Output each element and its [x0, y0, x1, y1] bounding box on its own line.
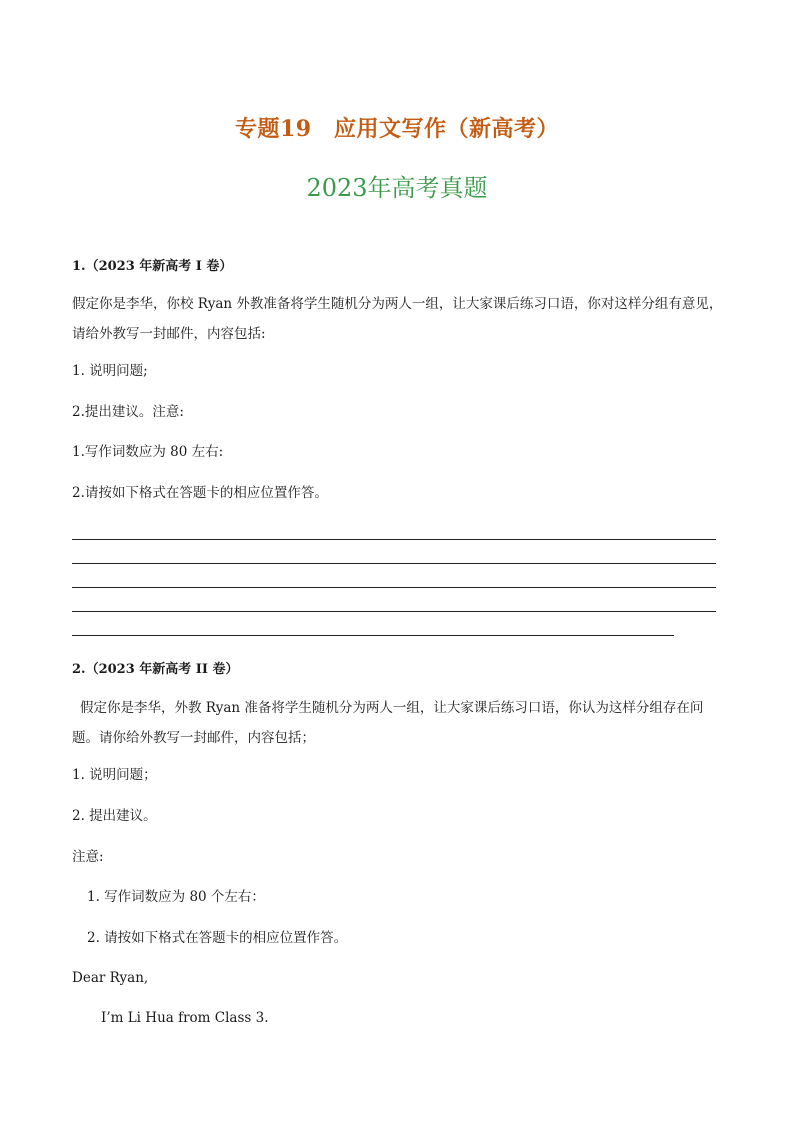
question-1-item-2: 2.提出建议。注意:	[72, 404, 184, 420]
question-1-heading: 1.（2023 年新高考 I 卷）	[72, 259, 233, 274]
question-1-note-2: 2.请按如下格式在答题卡的相应位置作答。	[72, 485, 328, 501]
question-2-item-2: 2. 提出建议。	[72, 808, 157, 824]
question-2-heading: 2.（2023 年新高考 II 卷）	[72, 662, 239, 677]
answer-line	[72, 563, 716, 564]
question-2-prompt: 假定你是李华，外教 Ryan 准备将学生随机分为两人一组，让大家课后练习口语，你认为这样分组存在问题。请你给外教写一封邮件，内容包括；	[72, 700, 704, 746]
page-subtitle: 2023年高考真题	[306, 174, 488, 202]
page-title: 专题19 应用文写作（新高考）	[234, 116, 560, 142]
question-1-prompt: 假定你是李华，你校 Ryan 外教准备将学生随机分为两人一组，让大家课后练习口语，你对这样分组有意见，请给外教写一封邮件，内容包括:	[72, 296, 723, 342]
letter-salutation: Dear Ryan,	[72, 970, 149, 986]
answer-line	[72, 587, 716, 588]
question-2-note-2: 2. 请按如下格式在答题卡的相应位置作答。	[87, 930, 348, 946]
answer-line	[72, 611, 716, 612]
question-1-item-1: 1. 说明问题;	[72, 363, 148, 379]
question-2-note-1: 1. 写作词数应为 80 个左右：	[87, 889, 265, 905]
question-1-note-1: 1.写作词数应为 80 左右:	[72, 444, 224, 460]
question-2-item-1: 1. 说明问题；	[72, 767, 157, 783]
answer-line	[72, 635, 674, 636]
answer-line	[72, 539, 716, 540]
letter-opening: I’m Li Hua from Class 3.	[101, 1010, 269, 1026]
question-2-note-label: 注意:	[72, 849, 104, 865]
